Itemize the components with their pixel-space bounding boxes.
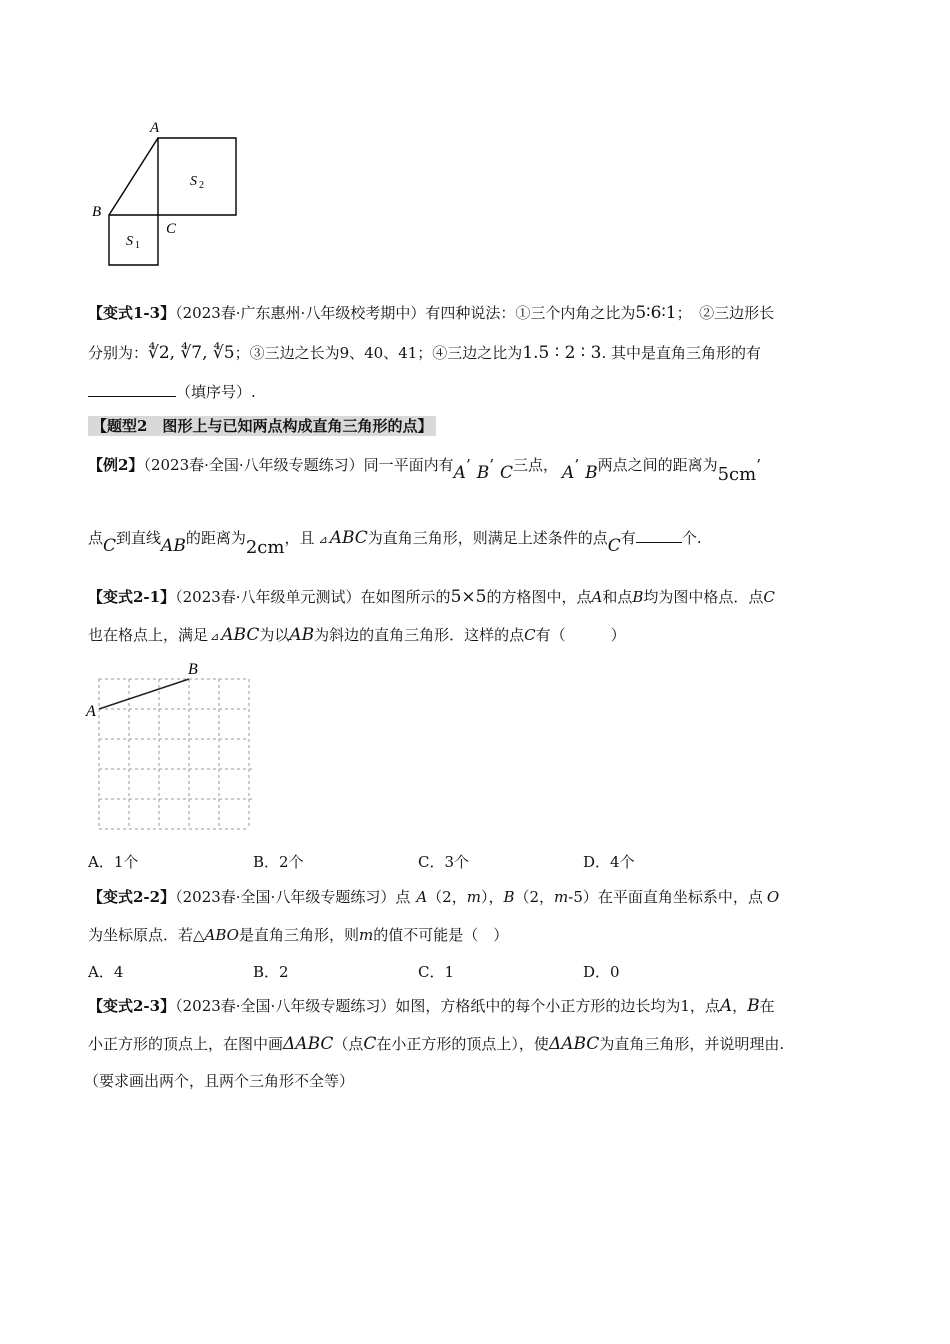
v21-line1	[88, 587, 775, 607]
ex2-distance1: 5cm	[717, 464, 757, 485]
v23-b: B	[747, 996, 760, 1016]
v22-p1: （2，	[427, 888, 467, 906]
v13-text4: ；③三边之长为9、40、41；④三边之比为	[234, 344, 523, 362]
v21-choice-b[interactable]: B．2个	[253, 853, 304, 871]
v21-abc: ABC	[221, 625, 260, 645]
ex2-ab: AB	[161, 536, 186, 556]
v22-b: B	[503, 888, 515, 906]
v13-roots: ∜2, ∜7, ∜5	[148, 343, 235, 363]
label-c: C	[166, 221, 177, 237]
ex2-l2g: 个.	[681, 529, 702, 547]
v22-p4: -5）在平面直角坐标系中，点	[568, 888, 763, 906]
v13-answer-blank[interactable]	[88, 396, 176, 397]
v22-choice-a[interactable]: A．4	[88, 963, 124, 981]
v21-choice-c[interactable]: C．3个	[418, 853, 470, 871]
section-heading	[88, 416, 436, 436]
v23-line1	[88, 996, 775, 1016]
v22-l2c: 的值不可能是（ ）	[373, 926, 509, 944]
v23-line2	[88, 1034, 784, 1054]
v22-choice-b[interactable]: B．2	[253, 963, 289, 981]
v21-ab: AB	[289, 625, 315, 645]
v23-l2b: （点	[333, 1035, 364, 1053]
v13-text5: . 其中是直角三角形的有	[601, 344, 761, 362]
v23-tag: 【变式2-3】	[88, 997, 176, 1015]
v21-grid-size: 5×5	[450, 587, 487, 607]
label-s2-sub: 2	[199, 180, 204, 191]
v22-abo: ABO	[204, 926, 239, 944]
segment-ab	[99, 679, 189, 709]
ex2-tag: 【例2】	[88, 456, 144, 474]
ex2-a: A	[453, 463, 466, 483]
ex2-b: B	[476, 463, 490, 483]
v13-text6: （填序号）.	[176, 383, 256, 401]
label-s1: S	[126, 234, 133, 249]
ex2-text2: 两点之间的距离为	[597, 456, 718, 474]
ex2-line1	[88, 455, 761, 485]
v21-l2a: 也在格点上，满足	[88, 626, 209, 644]
v21-text1: 的方格图中，点	[486, 588, 592, 606]
v22-m2: m	[554, 888, 569, 906]
section-title: 【题型2 图形上与已知两点构成直角三角形的点】	[88, 416, 436, 436]
v22-l2b: 是直角三角形，则	[238, 926, 359, 944]
v21-a: A	[591, 588, 603, 606]
v23-l2a: 小正方形的顶点上，在图中画	[88, 1035, 284, 1053]
v21-c: C	[763, 588, 775, 606]
ex2-text1: 三点，	[513, 456, 559, 474]
v23-text1: 在	[759, 997, 775, 1015]
v13-line2	[88, 343, 761, 363]
v13-tag: 【变式1-3】	[88, 304, 176, 322]
v21-c2: C	[524, 626, 536, 644]
square-s2	[158, 138, 236, 215]
v21-l2c: 为斜边的直角三角形．这样的点	[314, 626, 525, 644]
label-s2: S	[190, 174, 197, 189]
v23-sep: ，	[732, 997, 748, 1015]
ex2-source: （2023春·全国·八年级专题练习）同一平面内有	[143, 456, 454, 474]
ex2-sep3: ’	[574, 456, 580, 474]
v13-ratio2: 1.5 ∶ 2 ∶ 3	[522, 343, 602, 363]
figure-grid	[82, 656, 262, 834]
ex2-sep1: ’	[465, 456, 471, 474]
v22-line1	[88, 887, 779, 907]
label-s1-sub: 1	[135, 240, 140, 251]
v22-p2: ），	[480, 888, 504, 906]
ex2-l2d: ，且	[284, 529, 315, 547]
ex2-b2: B	[585, 463, 598, 483]
v22-choice-d[interactable]: D．0	[583, 963, 620, 981]
square-s1	[109, 215, 158, 265]
v21-tri-symbol: ⊿	[210, 630, 220, 643]
v13-line3	[88, 382, 256, 402]
label-a: A	[150, 120, 160, 136]
ex2-line2	[88, 528, 702, 558]
v21-l2d: 有（ ）	[535, 626, 626, 644]
v13-line1	[88, 303, 774, 323]
v23-a: A	[719, 996, 733, 1016]
v22-line2	[88, 925, 508, 945]
v21-tag: 【变式2-1】	[88, 588, 176, 606]
v23-line3: （要求画出两个，且两个三角形不全等）	[84, 1072, 355, 1090]
v21-line2	[88, 625, 626, 647]
v22-m3: m	[359, 926, 374, 944]
ex2-sep2: ’	[489, 456, 494, 474]
v21-text3: 均为图中格点．点	[643, 588, 764, 606]
v23-dabc: ΔABC	[283, 1034, 334, 1054]
label-b: B	[92, 204, 102, 220]
ex2-c3: C	[607, 536, 621, 556]
v22-a: A	[416, 888, 428, 906]
ex2-distance2: 2cm	[245, 537, 285, 558]
ex2-l2e: 为直角三角形，则满足上述条件的点	[367, 529, 608, 547]
figure-squares-triangle	[86, 112, 256, 274]
v23-source: （2023春·全国·八年级专题练习）如图，方格纸中的每个小正方形的边长均为1，点	[175, 997, 720, 1015]
v23-c: C	[363, 1034, 377, 1054]
v22-tag: 【变式2-2】	[88, 888, 176, 906]
ex2-abc: ABC	[329, 528, 368, 548]
ex2-c2: C	[103, 536, 117, 556]
v21-choice-d[interactable]: D．4个	[583, 853, 635, 871]
ex2-a2: A	[562, 463, 575, 483]
v13-text2: ； ②三边形长	[676, 304, 775, 322]
v22-l2a: 为坐标原点．若△	[88, 926, 205, 944]
v13-ratio: 5∶6∶1	[635, 303, 677, 323]
ex2-l2f: 有	[620, 529, 636, 547]
v23-l2d: 为直角三角形，并说明理由.	[599, 1035, 785, 1053]
hypotenuse-ab	[109, 138, 158, 215]
v22-m1: m	[466, 888, 481, 906]
v22-p3: （2，	[514, 888, 555, 906]
v21-l2b: 为以	[259, 626, 290, 644]
v23-l2c: 在小正方形的顶点上），使	[376, 1035, 549, 1053]
v22-choice-c[interactable]: C．1	[418, 963, 455, 981]
grid-label-a: A	[86, 703, 96, 720]
v21-text2: 和点	[602, 588, 633, 606]
v22-source: （2023春·全国·八年级专题练习）点	[175, 888, 411, 906]
v13-source: （2023春·广东惠州·八年级校考期中）有四种说法：①三个内角之比为	[175, 304, 636, 322]
v21-b: B	[632, 588, 644, 606]
ex2-answer-blank[interactable]	[636, 542, 682, 543]
ex2-l2c: 的距离为	[185, 529, 246, 547]
grid-label-b: B	[188, 661, 198, 678]
v21-choice-a[interactable]: A．1个	[88, 853, 139, 871]
v21-source: （2023春·八年级单元测试）在如图所示的	[175, 588, 451, 606]
ex2-l2b: 到直线	[116, 529, 162, 547]
ex2-l2a: 点	[88, 529, 104, 547]
v13-text3: 分别为：	[88, 344, 149, 362]
v22-o: O	[766, 888, 780, 906]
ex2-text3: ’	[756, 456, 761, 474]
ex2-c: C	[500, 463, 514, 483]
v23-dabc2: ΔABC	[548, 1034, 600, 1054]
ex2-tri-symbol: ⊿	[318, 533, 328, 546]
